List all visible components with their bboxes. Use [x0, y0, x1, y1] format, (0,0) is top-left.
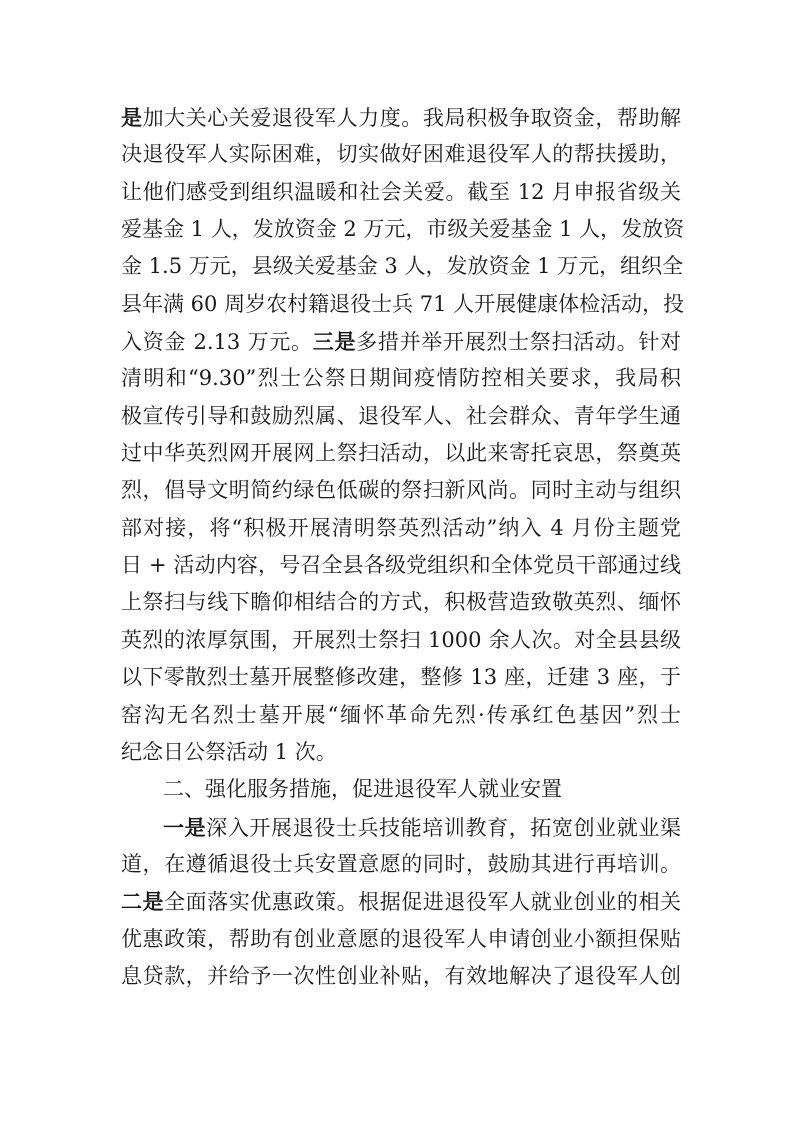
- text-line: 清明和“9.30”烈士公祭日期间疫情防控相关要求，我局积: [121, 366, 681, 391]
- text-line: 爱基金 1 人，发放资金 2 万元，市级关爱基金 1 人，发放资: [121, 217, 685, 242]
- text-line: 部对接，将“积极开展清明祭英烈活动”纳入 4 月份主题党: [121, 515, 681, 540]
- text-line: 过中华英烈网开展网上祭扫活动，以此来寄托哀思，祭奠英: [121, 441, 681, 466]
- text-line: 是加大关心关爱退役军人力度。我局积极争取资金，帮助解: [121, 105, 682, 130]
- emphasis-lead: 二是: [121, 889, 165, 915]
- text-line: 英烈的浓厚氛围，开展烈士祭扫 1000 余人次。对全县县级: [121, 627, 681, 652]
- text-line: 日 + 活动内容，号召全县各级党组织和全体党员干部通过线: [121, 553, 681, 578]
- section-heading: 二、强化服务措施，促进退役军人就业安置: [163, 777, 562, 802]
- emphasis-lead: 是: [121, 105, 143, 130]
- text-line: 县年满 60 周岁农村籍退役士兵 71 人开展健康体检活动，投: [121, 291, 685, 316]
- text-line: 入资金 2.13 万元。三是多措并举开展烈士祭扫活动。针对: [121, 329, 682, 355]
- text-line: 优惠政策，帮助有创业意愿的退役军人申请创业小额担保贴: [121, 926, 681, 951]
- document-body: [121, 99, 685, 995]
- text-line: 上祭扫与线下瞻仰相结合的方式，积极营造致敬英烈、缅怀: [121, 590, 681, 615]
- text-line: 窑沟无名烈士墓开展“缅怀革命先烈·传承红色基因”烈士: [121, 702, 681, 727]
- text-line: 息贷款，并给予一次性创业补贴，有效地解决了退役军人创: [121, 963, 681, 988]
- text-line: 金 1.5 万元，县级关爱基金 3 人，发放资金 1 万元，组织全: [121, 254, 684, 279]
- emphasis-lead: 一是: [163, 814, 207, 840]
- text-line: 以下零散烈士墓开展整修改建，整修 13 座，迁建 3 座，于: [121, 665, 681, 690]
- text-line: 决退役军人实际困难，切实做好困难退役军人的帮扶援助，: [121, 142, 681, 167]
- text-line: 道，在遵循退役士兵安置意愿的同时，鼓励其进行再培训。: [121, 851, 681, 876]
- text-line: 一是深入开展退役士兵技能培训教育，拓宽创业就业渠: [163, 814, 681, 840]
- text-line: 二是全面落实优惠政策。根据促进退役军人就业创业的相关: [121, 889, 682, 915]
- text-line: 烈，倡导文明简约绿色低碳的祭扫新风尚。同时主动与组织: [121, 478, 681, 503]
- text-line: 纪念日公祭活动 1 次。: [121, 739, 337, 764]
- text-line: 让他们感受到组织温暖和社会关爱。截至 12 月申报省级关: [121, 179, 681, 204]
- text-line: 极宣传引导和鼓励烈属、退役军人、社会群众、青年学生通: [121, 403, 681, 428]
- emphasis-lead: 三是: [312, 329, 357, 355]
